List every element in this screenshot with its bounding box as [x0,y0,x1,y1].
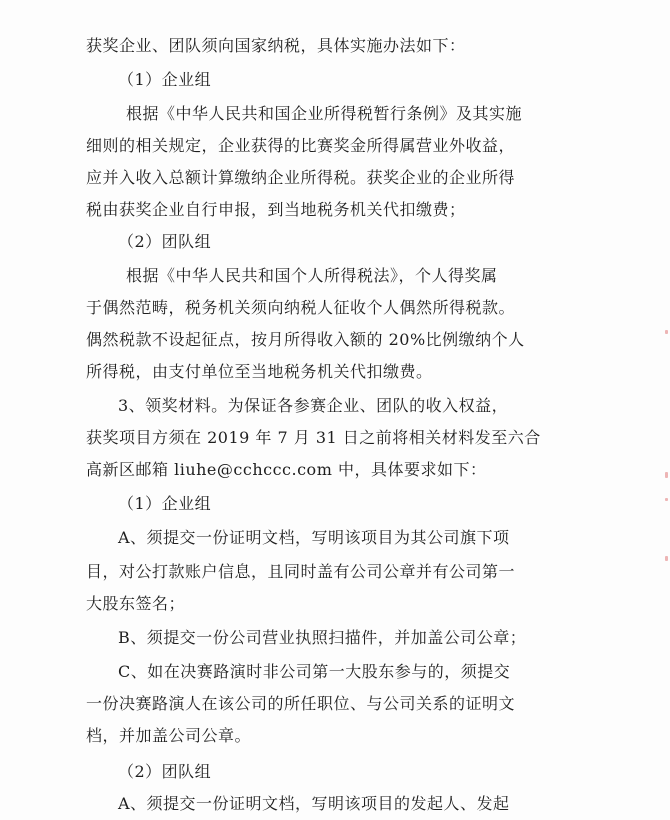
text-line: 根据《中华人民共和国个人所得税法》，个人得奖属 [126,266,498,285]
text-line: 偶然税款不设起征点，按月所得收入额的 20%比例缴纳个人 [86,330,525,349]
text-line: C、如在决赛路演时非公司第一大股东参与的，须提交 [118,662,511,681]
text-line: 一份决赛路演人在该公司的所任职位、与公司关系的证明文 [86,694,516,713]
scan-mark [665,498,668,501]
section-heading: （2）团队组 [118,762,212,781]
scan-mark [665,472,668,478]
text-line: 所得税，由支付单位至当地税务机关代扣缴费。 [86,362,433,381]
text-line: 3、领奖材料。为保证各参赛企业、团队的收入权益， [118,396,509,415]
text-line: 应并入收入总额计算缴纳企业所得税。获奖企业的企业所得 [86,168,516,187]
text-line: 目，对公打款账户信息，且同时盖有公司公章并有公司第一 [86,562,516,581]
text-line: B、须提交一份公司营业执照扫描件，并加盖公司公章； [118,628,527,647]
section-heading: （1）企业组 [118,494,212,513]
text-line: A、须提交一份证明文档，写明该项目为其公司旗下项 [118,528,510,547]
section-heading: （1）企业组 [118,70,212,89]
scan-mark [665,556,668,561]
scan-mark [665,330,668,334]
text-line: 获奖项目方须在 2019 年 7 月 31 日之前将相关材料发至六合 [86,428,541,447]
text-line: 细则的相关规定，企业获得的比赛奖金所得属营业外收益， [86,136,516,155]
text-line: 根据《中华人民共和国企业所得税暂行条例》及其实施 [126,104,523,123]
text-line: 于偶然范畴，税务机关须向纳税人征收个人偶然所得税款。 [86,298,516,317]
text-line: A、须提交一份证明文档，写明该项目的发起人、发起 [118,794,510,813]
text-line: 高新区邮箱 liuhe@cchccc.com 中，具体要求如下： [86,460,487,479]
text-line: 档，并加盖公司公章。 [86,726,252,745]
text-line: 大股东签名； [86,594,186,613]
section-heading: （2）团队组 [118,232,212,251]
text-line: 获奖企业、团队须向国家纳税，具体实施办法如下： [86,36,466,55]
text-line: 税由获奖企业自行申报，到当地税务机关代扣缴费； [86,200,466,219]
